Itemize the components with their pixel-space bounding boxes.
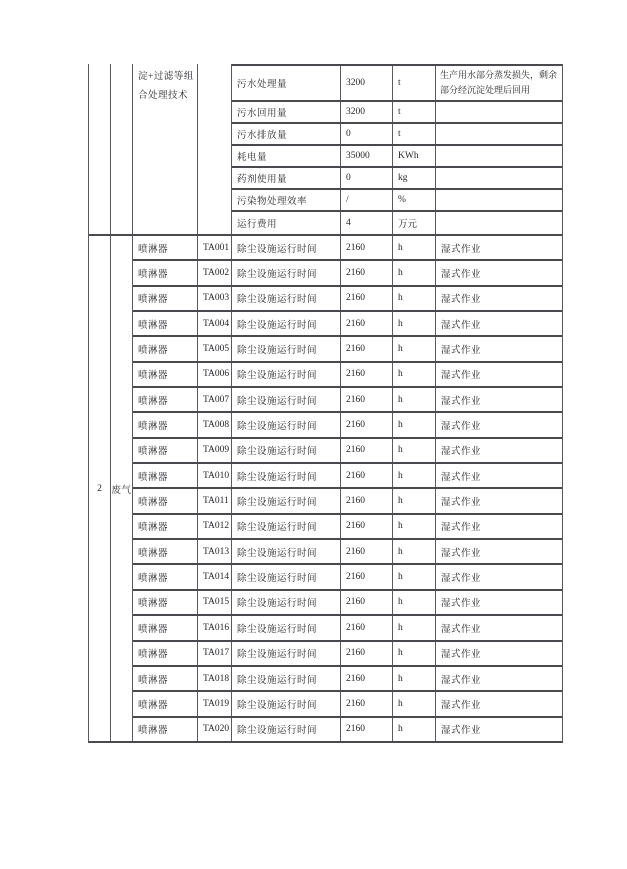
- section-category-cell: 废气: [111, 236, 133, 741]
- metric-cell: 除尘设施运行时间: [232, 515, 341, 538]
- device-code-cell: TA007: [198, 388, 232, 411]
- device-name-cell: 喷淋器: [133, 236, 198, 259]
- remark-cell: 湿式作业: [441, 523, 482, 534]
- value-cell: 2160: [341, 540, 393, 563]
- parameter-unit-cell: t: [393, 66, 436, 100]
- report-table: [88, 64, 563, 743]
- section-index-cell: 2: [89, 236, 111, 741]
- parameter-label-cell: 耗电量: [232, 146, 341, 166]
- device-name-cell: 喷淋器: [133, 692, 198, 715]
- device-row: [133, 388, 562, 413]
- parameter-row: [232, 102, 562, 124]
- device-name-cell: 喷淋器: [133, 413, 198, 436]
- device-code-cell: TA017: [198, 642, 232, 665]
- metric-cell: 除尘设施运行时间: [232, 489, 341, 512]
- metric-cell: 除尘设施运行时间: [232, 642, 341, 665]
- remark-cell: 湿式作业: [441, 472, 482, 483]
- device-code-cell: TA001: [198, 236, 232, 259]
- device-code-cell: TA004: [198, 312, 232, 335]
- metric-cell: 除尘设施运行时间: [232, 413, 341, 436]
- value-cell: 2160: [341, 692, 393, 715]
- remark-cell: 湿式作业: [441, 396, 482, 407]
- device-row: [133, 642, 562, 667]
- parameter-label-cell: 运行费用: [232, 212, 341, 234]
- remark-cell: 湿式作业: [441, 244, 482, 255]
- remark-cell: 湿式作业: [441, 320, 482, 331]
- value-cell: 2160: [341, 591, 393, 614]
- remark-cell: 湿式作业: [441, 599, 482, 610]
- parameter-label-cell: 污水处理量: [232, 66, 341, 100]
- device-row: [133, 616, 562, 641]
- metric-cell: 除尘设施运行时间: [232, 337, 341, 360]
- remark-cell: 湿式作业: [441, 700, 482, 711]
- unit-cell: h: [393, 667, 436, 690]
- remark-cell: 湿式作业: [441, 650, 482, 661]
- remark-cell: 湿式作业: [441, 295, 482, 306]
- device-name-cell: 喷淋器: [133, 287, 198, 310]
- device-row: [133, 540, 562, 565]
- value-cell: 2160: [341, 565, 393, 588]
- device-code-cell: TA020: [198, 718, 232, 741]
- code-cell-empty: [198, 64, 232, 234]
- unit-cell: h: [393, 489, 436, 512]
- value-cell: 2160: [341, 388, 393, 411]
- metric-cell: 除尘设施运行时间: [232, 287, 341, 310]
- metric-cell: 除尘设施运行时间: [232, 312, 341, 335]
- unit-cell: h: [393, 236, 436, 259]
- parameter-remark-cell: 生产用水部分蒸发损失，剩余部分经沉淀处理后回用: [440, 70, 558, 95]
- parameter-remark-cell: [436, 146, 562, 166]
- unit-cell: h: [393, 591, 436, 614]
- parameter-remark-cell: [436, 124, 562, 144]
- device-code-cell: TA011: [198, 489, 232, 512]
- remark-cell: 湿式作业: [441, 498, 482, 509]
- parameter-remark-cell: [436, 102, 562, 122]
- remark-cell: 湿式作业: [441, 422, 482, 433]
- parameter-row: [232, 212, 562, 234]
- parameter-row: [232, 190, 562, 212]
- device-name-cell: 喷淋器: [133, 515, 198, 538]
- device-name-cell: 喷淋器: [133, 337, 198, 360]
- device-row: [133, 489, 562, 514]
- value-cell: 2160: [341, 667, 393, 690]
- device-name-cell: 喷淋器: [133, 565, 198, 588]
- waste-gas-section: [89, 236, 562, 741]
- remark-cell: 湿式作业: [441, 270, 482, 281]
- remark-cell: 湿式作业: [441, 447, 482, 458]
- unit-cell: h: [393, 692, 436, 715]
- device-name-cell: 喷淋器: [133, 616, 198, 639]
- value-cell: 2160: [341, 363, 393, 386]
- device-row: [133, 363, 562, 388]
- device-code-cell: TA012: [198, 515, 232, 538]
- device-row: [133, 667, 562, 692]
- remark-cell: 湿式作业: [441, 548, 482, 559]
- device-code-cell: TA002: [198, 261, 232, 284]
- parameter-label-cell: 药剂使用量: [232, 168, 341, 188]
- device-row: [133, 464, 562, 489]
- metric-cell: 除尘设施运行时间: [232, 540, 341, 563]
- parameter-value-cell: 0: [341, 124, 393, 144]
- parameter-label-cell: 污水回用量: [232, 102, 341, 122]
- metric-cell: 除尘设施运行时间: [232, 439, 341, 462]
- metric-cell: 除尘设施运行时间: [232, 363, 341, 386]
- parameter-unit-cell: 万元: [393, 212, 436, 234]
- device-code-cell: TA005: [198, 337, 232, 360]
- value-cell: 2160: [341, 718, 393, 741]
- remark-cell: 湿式作业: [441, 371, 482, 382]
- device-name-cell: 喷淋器: [133, 667, 198, 690]
- parameter-remark-cell: [436, 212, 562, 234]
- device-name-cell: 喷淋器: [133, 591, 198, 614]
- device-code-cell: TA013: [198, 540, 232, 563]
- parameter-value-cell: 0: [341, 168, 393, 188]
- unit-cell: h: [393, 413, 436, 436]
- device-name-cell: 喷淋器: [133, 642, 198, 665]
- value-cell: 2160: [341, 236, 393, 259]
- unit-cell: h: [393, 337, 436, 360]
- device-name-cell: 喷淋器: [133, 363, 198, 386]
- value-cell: 2160: [341, 413, 393, 436]
- unit-cell: h: [393, 439, 436, 462]
- value-cell: 2160: [341, 489, 393, 512]
- unit-cell: h: [393, 515, 436, 538]
- parameter-value-cell: 3200: [341, 102, 393, 122]
- device-code-cell: TA014: [198, 565, 232, 588]
- unit-cell: h: [393, 718, 436, 741]
- device-name-cell: 喷淋器: [133, 489, 198, 512]
- device-code-cell: TA008: [198, 413, 232, 436]
- device-row: [133, 337, 562, 362]
- value-cell: 2160: [341, 515, 393, 538]
- value-cell: 2160: [341, 261, 393, 284]
- parameter-row: [232, 66, 562, 102]
- device-row: [133, 718, 562, 741]
- wastewater-section: [89, 64, 562, 236]
- unit-cell: h: [393, 388, 436, 411]
- parameter-row: [232, 124, 562, 146]
- device-name-cell: 喷淋器: [133, 388, 198, 411]
- unit-cell: h: [393, 287, 436, 310]
- parameter-value-cell: 35000: [341, 146, 393, 166]
- parameter-label-cell: 污水排放量: [232, 124, 341, 144]
- parameter-unit-cell: t: [393, 124, 436, 144]
- category-cell-empty: [111, 64, 133, 234]
- device-name-cell: 喷淋器: [133, 464, 198, 487]
- remark-cell: 湿式作业: [441, 675, 482, 686]
- device-code-cell: TA019: [198, 692, 232, 715]
- remark-cell: 湿式作业: [441, 574, 482, 585]
- metric-cell: 除尘设施运行时间: [232, 565, 341, 588]
- unit-cell: h: [393, 312, 436, 335]
- device-name-cell: 喷淋器: [133, 261, 198, 284]
- device-row: [133, 413, 562, 438]
- metric-cell: 除尘设施运行时间: [232, 236, 341, 259]
- value-cell: 2160: [341, 439, 393, 462]
- parameter-row: [232, 146, 562, 168]
- metric-cell: 除尘设施运行时间: [232, 464, 341, 487]
- parameter-unit-cell: %: [393, 190, 436, 210]
- device-row: [133, 439, 562, 464]
- device-code-cell: TA009: [198, 439, 232, 462]
- parameter-remark-cell: [436, 168, 562, 188]
- treatment-technology-cell: 淀+过滤等组合处理技术: [133, 64, 198, 234]
- parameter-remark-cell: [436, 190, 562, 210]
- device-row: [133, 287, 562, 312]
- remark-cell: 湿式作业: [441, 346, 482, 357]
- value-cell: 2160: [341, 616, 393, 639]
- unit-cell: h: [393, 464, 436, 487]
- index-cell-empty: [89, 64, 111, 234]
- device-code-cell: TA016: [198, 616, 232, 639]
- parameter-value-cell: 4: [341, 212, 393, 234]
- device-row: [133, 515, 562, 540]
- parameter-unit-cell: KWh: [393, 146, 436, 166]
- parameter-unit-cell: t: [393, 102, 436, 122]
- device-row: [133, 261, 562, 286]
- parameter-label-cell: 污染物处理效率: [232, 190, 341, 210]
- parameter-value-cell: /: [341, 190, 393, 210]
- value-cell: 2160: [341, 337, 393, 360]
- device-code-cell: TA003: [198, 287, 232, 310]
- value-cell: 2160: [341, 312, 393, 335]
- device-code-cell: TA010: [198, 464, 232, 487]
- device-row: [133, 236, 562, 261]
- remark-cell: 湿式作业: [441, 624, 482, 635]
- unit-cell: h: [393, 540, 436, 563]
- parameter-row: [232, 168, 562, 190]
- metric-cell: 除尘设施运行时间: [232, 692, 341, 715]
- device-code-cell: TA018: [198, 667, 232, 690]
- device-row: [133, 692, 562, 717]
- parameters-subtable: [232, 64, 562, 234]
- metric-cell: 除尘设施运行时间: [232, 261, 341, 284]
- metric-cell: 除尘设施运行时间: [232, 388, 341, 411]
- metric-cell: 除尘设施运行时间: [232, 591, 341, 614]
- device-name-cell: 喷淋器: [133, 312, 198, 335]
- metric-cell: 除尘设施运行时间: [232, 667, 341, 690]
- parameter-unit-cell: kg: [393, 168, 436, 188]
- device-name-cell: 喷淋器: [133, 718, 198, 741]
- remark-cell: 湿式作业: [441, 726, 482, 737]
- device-code-cell: TA015: [198, 591, 232, 614]
- unit-cell: h: [393, 565, 436, 588]
- unit-cell: h: [393, 363, 436, 386]
- device-row: [133, 312, 562, 337]
- value-cell: 2160: [341, 464, 393, 487]
- device-row: [133, 591, 562, 616]
- device-name-cell: 喷淋器: [133, 439, 198, 462]
- parameter-value-cell: 3200: [341, 66, 393, 100]
- value-cell: 2160: [341, 642, 393, 665]
- device-name-cell: 喷淋器: [133, 540, 198, 563]
- device-rows: [133, 236, 562, 741]
- unit-cell: h: [393, 642, 436, 665]
- unit-cell: h: [393, 261, 436, 284]
- device-code-cell: TA006: [198, 363, 232, 386]
- value-cell: 2160: [341, 287, 393, 310]
- metric-cell: 除尘设施运行时间: [232, 616, 341, 639]
- metric-cell: 除尘设施运行时间: [232, 718, 341, 741]
- unit-cell: h: [393, 616, 436, 639]
- device-row: [133, 565, 562, 590]
